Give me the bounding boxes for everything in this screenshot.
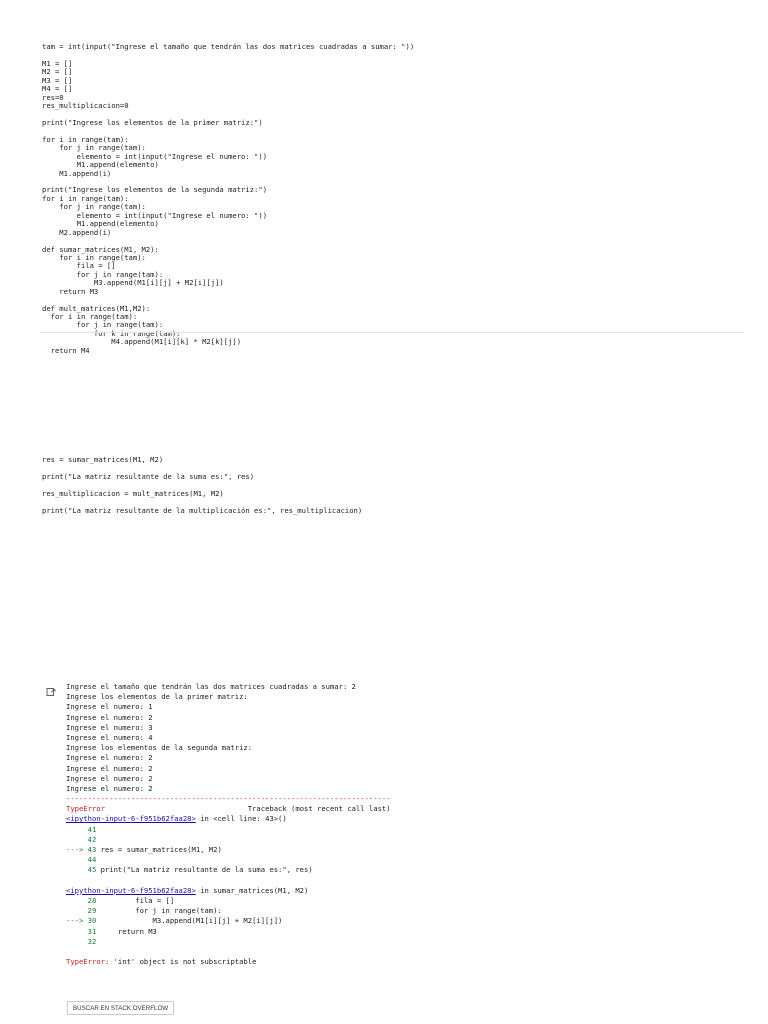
code-line: def mult_matrices(M1,M2): [42,303,151,313]
code-line: print("Ingrese los elementos de la primer matriz:") [42,117,263,127]
code-line [42,364,414,372]
traceback-arrow [66,896,88,905]
code-line: for j in range(tam): [42,320,164,330]
traceback-code: res = sumar_matrices(M1, M2) [96,845,222,854]
traceback-arrow: ---> [66,916,88,926]
output-line: Ingrese el numero: 4 [66,732,153,742]
traceback-divider: --------------------------------------------------------------------------- [66,794,391,804]
traceback-line [66,937,391,947]
traceback-line-number: 42 [87,834,97,844]
traceback-line-number: 43 [87,845,97,854]
traceback-line-number: 32 [87,936,97,946]
code-line [42,397,414,405]
code-line: res = sumar_matrices(M1, M2) [42,455,164,465]
traceback-arrow [66,865,88,874]
output-line: Ingrese el tamaño que tendrán las dos matrices cuadradas a sumar: 2 [66,682,356,691]
code-line: for i in range(tam): [42,134,129,144]
traceback-line [66,855,391,865]
search-stack-overflow-button[interactable]: BUSCAR EN STACK OVERFLOW [67,1001,174,1015]
output-line: Ingrese el numero: 2 [66,712,153,722]
code-line: M1.append(elemento) [42,160,159,170]
output-line: Ingrese el numero: 2 [66,773,153,783]
traceback-code: return M3 [96,926,157,936]
output-line: Ingrese los elementos de la segunda matriz: [66,743,253,753]
traceback-line [66,896,391,906]
code-line [42,440,414,448]
traceback-line [66,916,391,926]
code-line: M1.append(elemento) [42,219,159,229]
code-line: res_multiplicacion = mult_matrices(M1, M2) [42,489,224,499]
code-line: for i in range(tam): [42,312,138,321]
traceback-arrow: ---> [66,845,88,854]
code-line [42,423,414,431]
traceback-line [66,865,391,875]
code-line: print("La matriz resultante de la suma es:", res) [42,472,255,482]
error-type: TypeError [66,804,105,814]
output-line: Ingrese el numero: 3 [66,722,153,732]
output-line: Ingrese los elementos de la primer matriz: [66,692,248,702]
code-line [42,389,414,397]
error-label: TypeError [66,957,105,967]
code-line: for j in range(tam): [42,269,164,279]
code-line: M4 = [] [42,84,73,94]
traceback-arrow [66,855,88,864]
code-line: M2.append(i) [42,227,112,237]
traceback-line-number: 30 [87,916,97,926]
traceback-header: Traceback (most recent call last) [247,804,391,814]
traceback-link[interactable]: <ipython-input-6-f951b62faa28> [66,814,196,824]
code-line: for j in range(tam): [42,143,146,153]
code-line: for k in range(tam): [42,328,181,338]
traceback-line [66,835,391,845]
code-line: M3 = [] [42,75,73,85]
traceback-code: for j in range(tam): [96,906,222,916]
code-line [42,51,414,59]
traceback-line-number: 31 [87,926,97,936]
traceback-arrow [66,927,88,936]
error-message: : 'int' object is not subscriptable [104,957,257,967]
traceback-line-number: 29 [87,906,97,916]
code-line: print("La matriz resultante de la multiplicación es:", res_multiplicacion) [42,506,363,516]
traceback-arrow [66,937,88,946]
code-line: return M4 [42,345,90,355]
code-line [42,372,414,380]
code-line: M4.append(M1[i][k] * M2[k][j]) [42,337,242,347]
traceback-arrow [66,825,88,834]
code-line: M3.append(M1[i][j] + M2[i][j]) [42,278,224,288]
code-line: res_multiplicacion=0 [42,101,129,111]
traceback-arrow [66,835,88,844]
code-line: for i in range(tam): [42,193,129,203]
output-arrow-icon[interactable] [46,684,56,694]
traceback-line [66,825,391,835]
code-line: elemento = int(input("Ingrese el numero: ")) [42,151,268,161]
code-line: for j in range(tam): [42,202,146,212]
code-line: M1 = [] [42,58,73,68]
code-line: res=0 [42,92,64,102]
traceback-line [66,845,391,855]
output-line: Ingrese el numero: 2 [66,763,153,773]
output-line: Ingrese el numero: 1 [66,702,153,712]
code-line: for i in range(tam): [42,252,146,262]
code-line [42,406,414,414]
traceback-code: M3.append(M1[i][j] + M2[i][j]) [96,916,283,926]
output-line: Ingrese el numero: 2 [66,783,153,793]
cell-output: Ingrese el tamaño que tendrán las dos matrices cuadradas a sumar: 2 Ingrese los elementos de la primer matriz: Ingrese el numero: 1 Ingrese el numero: 2 Ingrese el numero: 3 Ingrese el numero: 4 Ingrese los elementos de la segunda matriz: Ingrese el numero: 2 Ingrese el numero: 2 Ingrese el numero: 2 Ingrese el numero: 2 --------------------------------------------------------------------------- TypeError Traceback (most recent call last) <ipython-input-6-f951b62faa28> in <cell line: 43>() 41 42 ---> 43 res = sumar_matrices(M1, M2) 44 45 print("La matriz resultante de la suma es:", res) <ipython-input-6-f951b62faa28> in sumar_matrices(M1, M2) 28 fila = [] 29 for j in range(tam): ---> 30 M3.append(M1[i][j] + M2[i][j]) 31 return M3 32 TypeError: 'int' object is not subscriptable [66,682,391,967]
code-cell[interactable] [42,43,414,516]
code-line [42,414,414,422]
code-line: M1.append(i) [42,168,112,178]
code-line: print("Ingrese los elementos de la segunda matriz:") [42,185,268,195]
code-line [42,381,414,389]
code-line: def sumar_matrices(M1, M2): [42,244,159,254]
traceback-line [66,906,391,916]
traceback-link[interactable]: <ipython-input-6-f951b62faa28> [66,885,196,895]
traceback-code: print("La matriz resultante de la suma es:", res) [96,865,313,875]
code-line: tam = int(input("Ingrese el tamaño que tendrán las dos matrices cuadradas a sumar: ")) [42,42,415,51]
code-line: return M3 [42,286,99,296]
traceback-code: fila = [] [96,895,175,905]
cell-divider [40,332,744,333]
code-line [42,355,414,363]
code-line: fila = [] [42,261,116,271]
traceback-line-number: 28 [87,895,97,905]
code-line: M2 = [] [42,67,73,77]
code-line: elemento = int(input("Ingrese el numero: ")) [42,210,268,220]
output-line: Ingrese el numero: 2 [66,753,153,763]
code-line [42,431,414,439]
traceback-line-number: 41 [87,824,97,834]
traceback-line-number: 45 [87,865,97,875]
traceback-line [66,927,391,937]
traceback-line-number: 44 [87,855,97,865]
traceback-arrow [66,906,88,915]
